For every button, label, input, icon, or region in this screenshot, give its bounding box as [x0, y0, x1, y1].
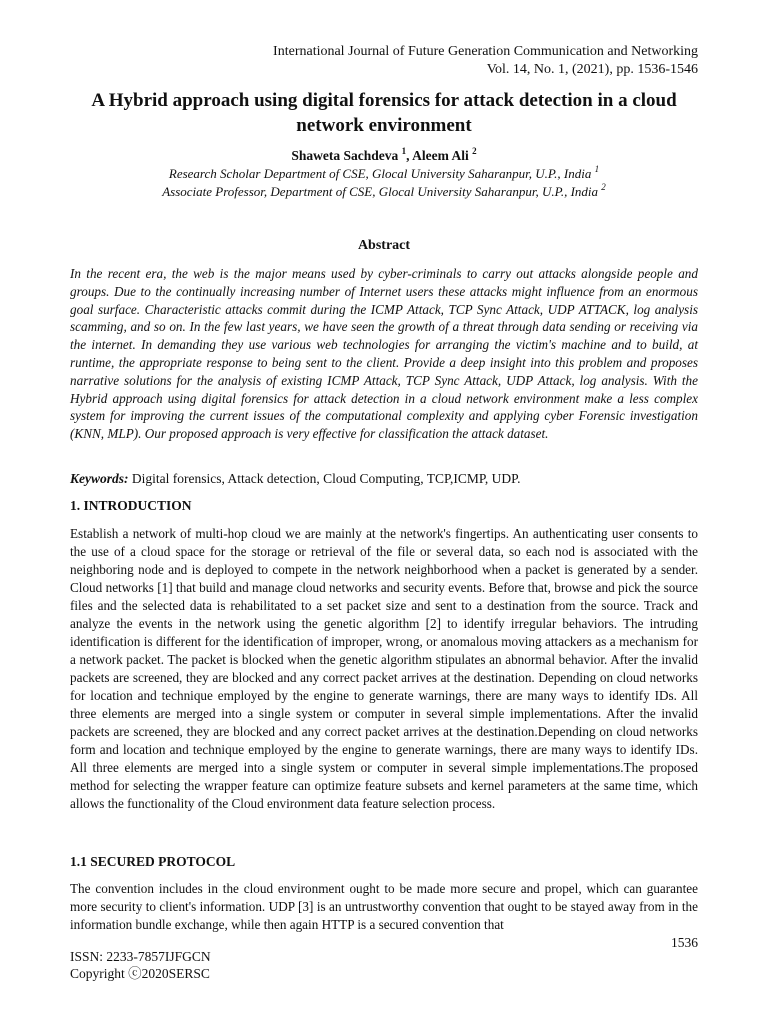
footer-copyright: Copyright ⓒ2020SERSC [70, 966, 210, 981]
affiliation-2-text: Associate Professor, Department of CSE, Glocal University Saharanpur, U.P., India [162, 184, 599, 199]
affiliation-2 [70, 183, 698, 201]
introduction-paragraph: Establish a network of multi-hop cloud we are mainly at the network's fingertips. An authenticating user consents to the use of a cloud space for the storage or retrieval of the file or several data, so each nod is associated with the neighboring node and is deployed to compete in the network neighborhood when a packet is generated by a sender. Cloud networks [1] that build and manage cloud networks and security events. Before that, browse and pick the source files and the selected data is rehabilitated to a set packet size and sent to a destination from the source. Track and analyze the events in the network using the genetic algorithm [2] to identify irregular behaviors. The intruding identification is different for the identification of improper, wrong, or anomalous moving attackers as a mechanism for a network packet. The packet is blocked when the genetic algorithm stipulates an abnormal behavior. After the invalid packets are screened, they are blocked and any correct packet arrives at the destination. Depending on cloud networks for location and technique employed by the engine to generate warnings, there are many ways to identify IDs. All three elements are merged into a single system or computer in several simple implementations. After the invalid packets are screened, they are blocked and any correct packet arrives at the destination.Depending on cloud networks form and location and technique employed by the engine to generate warnings, there are many ways to identify IDs. All three elements are merged into a single system or computer in several simple implementations.The proposed method for selecting the wrapper feature can optimize feature subsets and kernel parameters at the same time, which allows the functionality of the Cloud environment data feature selection process. [70, 526, 698, 811]
author-1: Shaweta Sachdeva [291, 148, 399, 163]
affiliation-1-marker: 1 [594, 163, 600, 174]
footer-issn: ISSN: 2233-7857IJFGCN [70, 949, 211, 964]
author-2-marker: 2 [472, 145, 477, 156]
paper-title: A Hybrid approach using digital forensics for attack detection in a cloud network environment [91, 90, 677, 136]
keywords-label: Keywords: [70, 471, 129, 486]
author-separator: , [406, 148, 413, 163]
section-heading-secured-protocol: 1.1 SECURED PROTOCOL [70, 854, 236, 869]
author-2: Aleem Ali [412, 148, 469, 163]
keywords-text: Digital forensics, Attack detection, Cloud Computing, TCP,ICMP, UDP. [131, 471, 521, 486]
author-line [70, 147, 698, 165]
affiliation-2-marker: 2 [601, 181, 606, 192]
journal-volume: Vol. 14, No. 1, (2021), pp. 1536-1546 [486, 62, 698, 77]
affiliation-1 [70, 165, 698, 183]
abstract-body: In the recent era, the web is the major means used by cyber-criminals to carry out attacks alongside people and groups. Due to the continually increasing number of Internet users these attacks might influence from an enormous goal surface. Characteristic attacks commit during the ICMP Attack, TCP Sync Attack, UDP ATTACK, log analysis scamming, and so on. In the few last years, we have seen the growth of a threat through data sending or receiving via the internet. In demanding they use various web technologies for arranging the victim's machine and to build, at runtime, the appropriate response to being sent to the client. Provide a deep insight into this problem and proposes narrative solutions for the analysis of existing ICMP Attack, TCP Sync Attack, UDP Attack, log analysis. With the Hybrid approach using digital forensics for attack detection in a cloud network environment make a less complex system for improving the current issues of the computational complexity and applying cyber Forensic investigation (KNN, MLP). Our proposed approach is very effective for classification the attack dataset. [70, 266, 698, 442]
section-heading-introduction: 1. INTRODUCTION [70, 498, 192, 513]
secured-protocol-paragraph: The convention includes in the cloud environment ought to be made more secure and propel, which can guarantee more security to client's information. UDP [3] is an untrustworthy convention that ought to be stayed away from in the information bundle exchange, while then again HTTP is a secured convention that [70, 881, 698, 932]
author-1-marker: 1 [401, 145, 407, 156]
abstract-heading: Abstract [357, 238, 411, 253]
affiliation-1-text: Research Scholar Department of CSE, Glocal University Saharanpur, U.P., India [168, 166, 592, 181]
journal-name: International Journal of Future Generation Communication and Networking [273, 44, 698, 59]
keywords [70, 470, 698, 488]
page-number: 1536 [671, 935, 698, 950]
